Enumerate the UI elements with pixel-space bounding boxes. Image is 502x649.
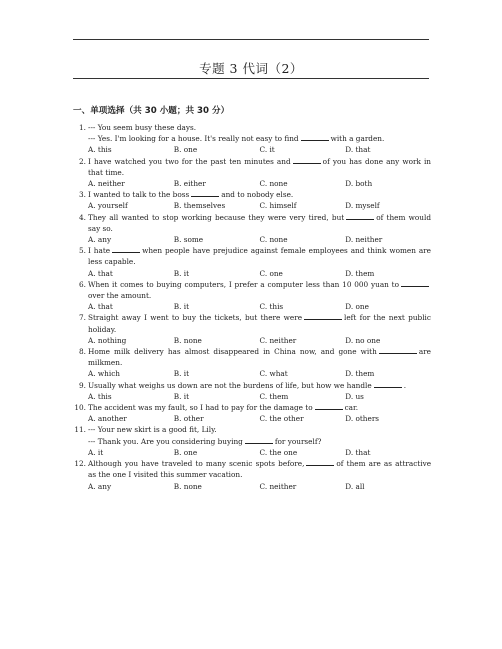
- stem-text: --- You seem busy these days.: [88, 123, 197, 132]
- question-item: [73, 312, 431, 346]
- stem-text: of you has done any work in that time.: [88, 156, 431, 177]
- stem-text: The accident was my fault, so I had to pay for the damage to: [88, 403, 313, 413]
- question-stem: [88, 424, 431, 446]
- answer-option: C. neither: [259, 481, 297, 491]
- answer-option: B. some: [173, 235, 204, 245]
- answer-option: B. one: [173, 447, 198, 457]
- answer-option: C. them: [259, 391, 289, 401]
- answer-option: A. any: [88, 235, 112, 245]
- header-rule: [73, 39, 429, 40]
- answer-option: A. this: [88, 391, 112, 401]
- question-number: 3.: [79, 190, 86, 200]
- answer-blank: [379, 346, 417, 354]
- answer-option: B. themselves: [173, 201, 226, 211]
- options-row: [88, 301, 431, 312]
- answer-option: C. the other: [259, 414, 304, 424]
- question-number: 4.: [79, 212, 86, 222]
- stem-text: left for the next public holiday.: [88, 313, 431, 334]
- stem-text: for yourself?: [274, 436, 322, 446]
- question-list: [73, 122, 431, 492]
- question-number: 2.: [79, 156, 86, 166]
- answer-option: A. that: [88, 268, 113, 278]
- answer-blank: [315, 402, 343, 410]
- question-item: [73, 245, 431, 279]
- options-row: [88, 200, 431, 211]
- question-item: [73, 212, 431, 246]
- stem-text: Straight away I went to buy the tickets, but there were: [88, 313, 303, 323]
- question-number: 1.: [79, 123, 86, 132]
- stem-text: When it comes to buying computers, I prefer a computer less than 10 000 yuan to: [88, 279, 399, 289]
- question-stem: [88, 279, 431, 301]
- answer-option: D. others: [345, 414, 380, 424]
- answer-option: D. that: [345, 447, 371, 457]
- question-item: [73, 458, 431, 492]
- section-heading: 一、单项选择（共 30 小题；共 30 分）: [73, 106, 230, 116]
- question-number: 12.: [74, 459, 86, 469]
- stem-text: I wanted to talk to the boss: [88, 190, 190, 200]
- question-item: [73, 380, 431, 402]
- question-number: 11.: [74, 425, 86, 435]
- answer-option: D. them: [345, 369, 375, 379]
- answer-option: A. any: [88, 481, 112, 491]
- question-number: 10.: [74, 403, 86, 413]
- answer-option: D. one: [345, 302, 369, 312]
- stem-text: I have watched you two for the past ten minutes and: [88, 156, 291, 166]
- answer-option: A. it: [88, 447, 104, 457]
- answer-option: A. neither: [88, 179, 125, 189]
- answer-blank: [112, 245, 140, 253]
- options-row: [88, 268, 431, 279]
- question-stem: [88, 458, 431, 480]
- answer-option: B. it: [173, 369, 190, 379]
- answer-option: C. it: [259, 145, 275, 155]
- question-number: 6.: [79, 279, 86, 289]
- options-row: [88, 447, 431, 458]
- answer-blank: [245, 436, 273, 444]
- answer-option: A. nothing: [88, 335, 127, 345]
- answer-blank: [191, 189, 219, 197]
- answer-option: D. both: [345, 179, 373, 189]
- answer-option: A. this: [88, 145, 112, 155]
- answer-option: C. neither: [259, 335, 297, 345]
- answer-blank: [374, 380, 402, 388]
- stem-text: --- Thank you. Are you considering buying: [88, 436, 243, 446]
- question-number: 8.: [79, 347, 86, 357]
- question-stem: [88, 212, 431, 234]
- answer-option: D. us: [345, 391, 364, 401]
- options-row: [88, 413, 431, 424]
- answer-option: D. them: [345, 268, 375, 278]
- answer-option: C. this: [259, 302, 284, 312]
- question-number: 5.: [79, 246, 86, 256]
- page-title: 专题 3 代词（2）: [199, 61, 303, 76]
- answer-option: C. what: [259, 369, 288, 379]
- stem-text: and to nobody else.: [221, 190, 294, 200]
- question-stem: [88, 346, 431, 368]
- answer-blank: [401, 279, 429, 287]
- answer-option: B. none: [173, 481, 202, 491]
- answer-option: B. either: [173, 179, 206, 189]
- stem-text: when people have prejudice against female employees and think women are less capable.: [88, 246, 431, 267]
- answer-option: C. one: [259, 268, 283, 278]
- question-stem: [88, 402, 431, 413]
- stem-text: --- Your new skirt is a good fit, Lily.: [88, 425, 217, 435]
- answer-option: B. it: [173, 302, 190, 312]
- answer-option: A. another: [88, 414, 127, 424]
- options-row: [88, 144, 431, 155]
- options-row: [88, 481, 431, 492]
- answer-option: D. all: [345, 481, 365, 491]
- stem-text: Usually what weighs us down are not the burdens of life, but how we handle: [88, 380, 372, 390]
- stem-text: with a garden.: [330, 134, 385, 144]
- question-item: [73, 402, 431, 424]
- answer-blank: [301, 133, 329, 141]
- question-stem: [88, 245, 431, 267]
- question-number: 7.: [79, 313, 86, 323]
- stem-text: car.: [344, 403, 359, 413]
- stem-text: I hate: [88, 246, 111, 256]
- answer-option: B. it: [173, 391, 190, 401]
- question-stem: [88, 156, 431, 178]
- options-row: [88, 178, 431, 189]
- answer-option: D. myself: [345, 201, 380, 211]
- answer-option: D. neither: [345, 235, 383, 245]
- question-stem: [88, 122, 431, 144]
- question-number: 9.: [79, 380, 86, 390]
- question-item: [73, 279, 431, 313]
- stem-text: .: [403, 380, 407, 390]
- answer-option: B. other: [173, 414, 204, 424]
- options-row: [88, 368, 431, 379]
- title-rule: [73, 78, 429, 79]
- question-item: [73, 122, 431, 156]
- options-row: [88, 391, 431, 402]
- stem-text: Home milk delivery has almost disappeared in China now, and gone with: [88, 347, 377, 357]
- answer-option: A. that: [88, 302, 113, 312]
- stem-text: Although you have traveled to many scenic spots before,: [88, 459, 305, 469]
- question-item: [73, 346, 431, 380]
- question-stem: [88, 380, 431, 391]
- stem-text: over the amount.: [88, 291, 152, 301]
- answer-blank: [306, 458, 334, 466]
- answer-option: B. one: [173, 145, 198, 155]
- question-stem: [88, 312, 431, 334]
- stem-text: are milkmen.: [88, 347, 431, 368]
- answer-blank: [304, 312, 342, 320]
- question-stem: [88, 189, 431, 200]
- stem-text: of them would say so.: [88, 212, 431, 233]
- options-row: [88, 234, 431, 245]
- answer-blank: [293, 156, 321, 164]
- answer-option: A. which: [88, 369, 120, 379]
- question-item: [73, 189, 431, 211]
- answer-option: D. that: [345, 145, 371, 155]
- stem-text: --- Yes. I'm looking for a house. It's really not easy to find: [88, 134, 299, 144]
- answer-option: B. it: [173, 268, 190, 278]
- answer-option: C. himself: [259, 201, 297, 211]
- question-item: [73, 156, 431, 190]
- stem-text: They all wanted to stop working because they were very tired, but: [88, 212, 345, 222]
- answer-option: C. none: [259, 235, 288, 245]
- answer-option: A. yourself: [88, 201, 128, 211]
- answer-option: D. no one: [345, 335, 381, 345]
- options-row: [88, 335, 431, 346]
- stem-text: of them are as attractive as the one I visited this summer vacation.: [88, 459, 432, 480]
- answer-option: B. none: [173, 335, 202, 345]
- answer-blank: [346, 212, 374, 220]
- answer-option: C. none: [259, 179, 288, 189]
- question-item: [73, 424, 431, 458]
- answer-option: C. the one: [259, 447, 298, 457]
